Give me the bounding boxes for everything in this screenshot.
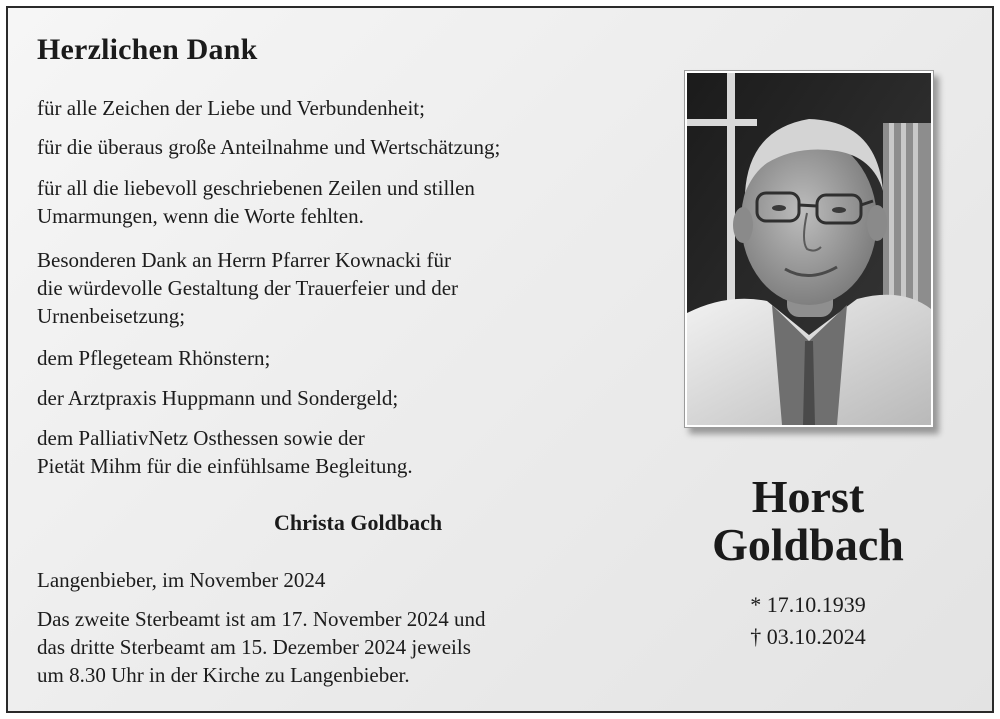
text-line: dem Pflegeteam Rhönstern; xyxy=(37,346,271,370)
death-date: † 03.10.2024 xyxy=(750,624,866,649)
text-line: dem PalliativNetz Osthessen sowie der xyxy=(37,426,365,450)
special-thanks-pastor xyxy=(37,246,458,330)
birth-date: * 17.10.1939 xyxy=(750,592,866,617)
text-line: Langenbieber, im November 2024 xyxy=(37,568,326,592)
special-thanks-palliative xyxy=(37,424,413,480)
thanks-paragraph-1 xyxy=(37,94,425,122)
text-line: Pietät Mihm für die einfühlsame Begleitung. xyxy=(37,454,413,478)
text-line: für all die liebevoll geschriebenen Zeilen und stillen xyxy=(37,176,475,200)
text-line: für die überaus große Anteilnahme und Wertschätzung; xyxy=(37,135,501,159)
text-line: Umarmungen, wenn die Worte fehlten. xyxy=(37,204,364,228)
text-line: Das zweite Sterbeamt ist am 17. November 2024 und xyxy=(37,607,486,631)
text-line: das dritte Sterbeamt am 15. Dezember 2024 jeweils xyxy=(37,635,471,659)
deceased-last-name: Goldbach xyxy=(712,519,904,570)
text-line: die würdevolle Gestaltung der Trauerfeier und der xyxy=(37,276,459,300)
portrait-photo-icon xyxy=(687,73,931,425)
special-thanks-doctors xyxy=(37,384,398,412)
obituary-card xyxy=(6,6,994,713)
deceased-first-name: Horst xyxy=(751,471,865,522)
mass-info xyxy=(37,605,485,689)
text-line: um 8.30 Uhr in der Kirche zu Langenbieber. xyxy=(37,663,410,687)
heading: Herzlichen Dank xyxy=(37,33,258,66)
text-line: Besonderen Dank an Herrn Pfarrer Kownacki für xyxy=(37,248,452,272)
portrait-photo xyxy=(684,70,934,428)
text-line: der Arztpraxis Huppmann und Sondergeld; xyxy=(37,386,399,410)
special-thanks-care-team xyxy=(37,344,270,372)
text-line: Urnenbeisetzung; xyxy=(37,304,186,328)
signature: Christa Goldbach xyxy=(274,510,443,535)
thanks-paragraph-2 xyxy=(37,133,500,161)
place-date xyxy=(37,566,325,594)
text-line: für alle Zeichen der Liebe und Verbundenheit; xyxy=(37,96,425,120)
thanks-paragraph-3 xyxy=(37,174,475,230)
